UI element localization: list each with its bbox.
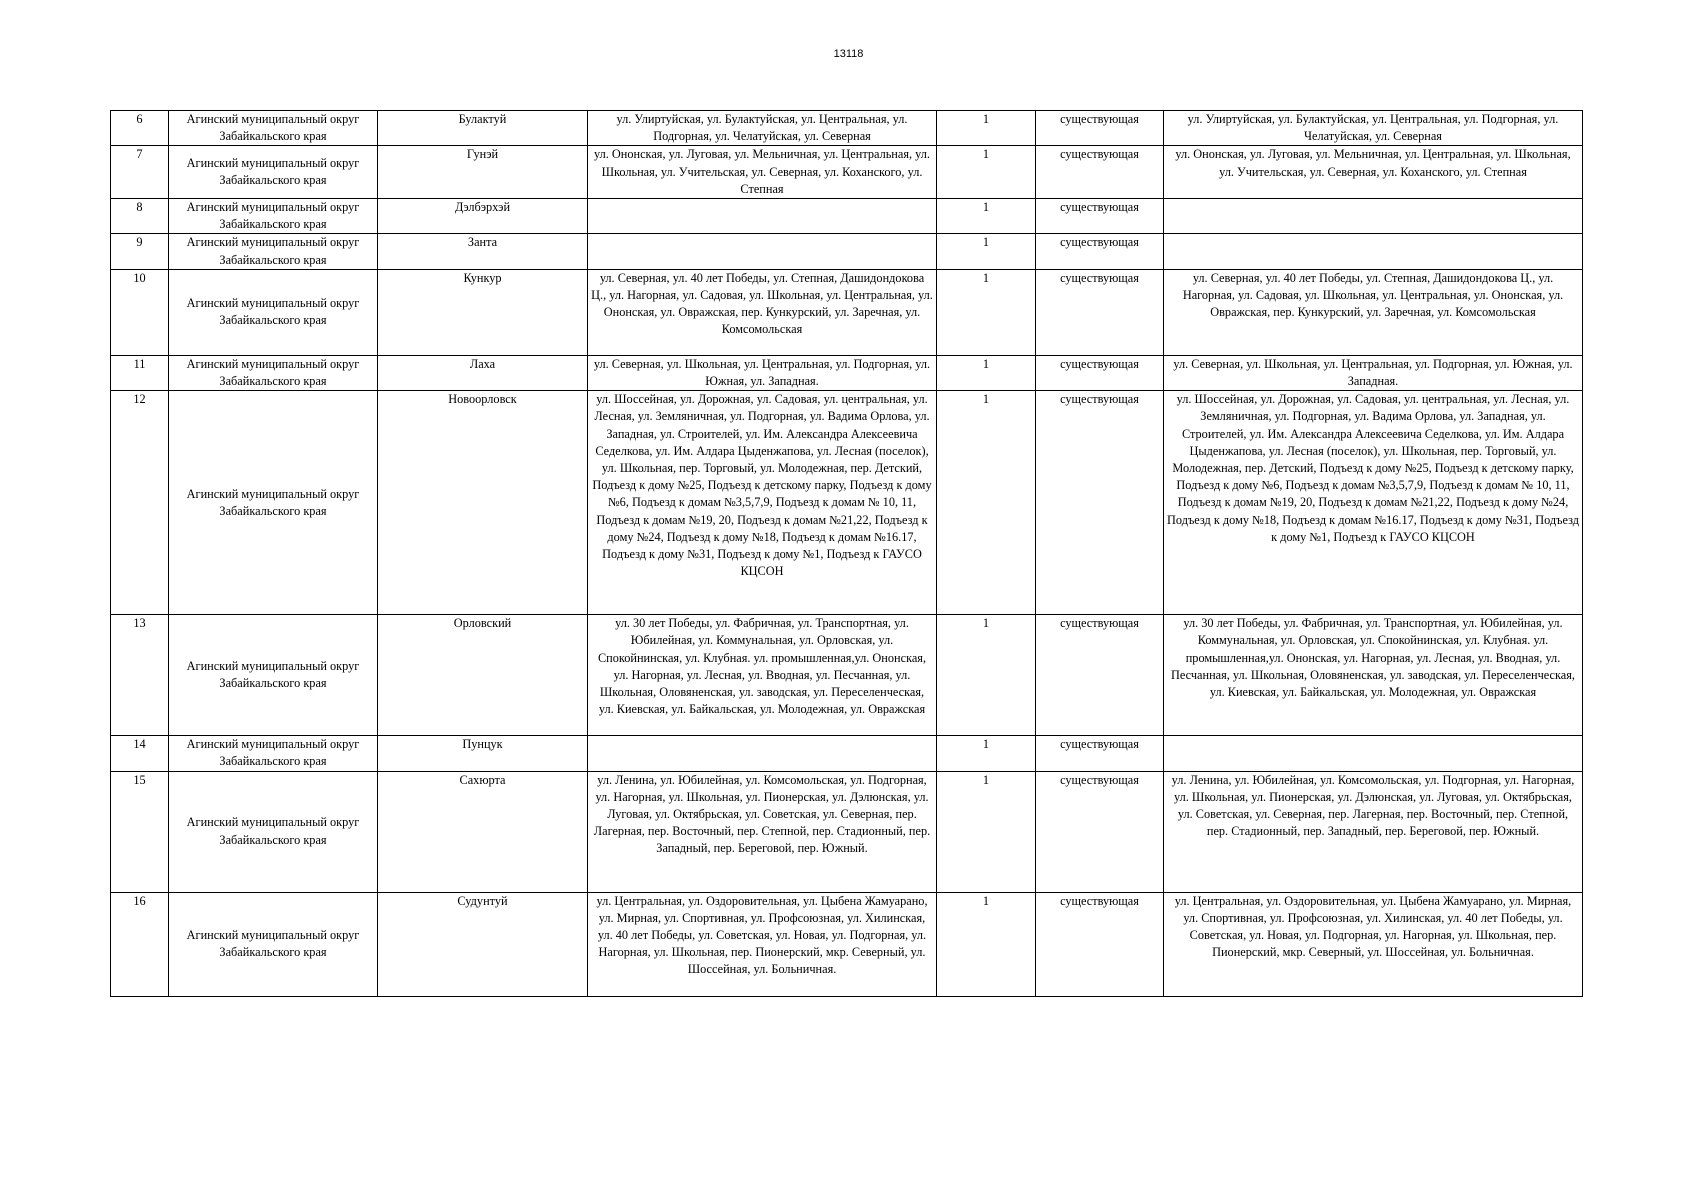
table-row [111, 269, 1583, 355]
table-row [111, 736, 1583, 771]
streets-cell [588, 234, 937, 269]
district-cell: Агинский муниципальный округ Забайкальского края [169, 146, 378, 199]
table-row [111, 892, 1583, 996]
district-cell: Агинский муниципальный округ Забайкальского края [169, 771, 378, 892]
count-cell: 1 [937, 234, 1036, 269]
row-number: 11 [111, 355, 169, 390]
streets-cell: ул. Северная, ул. Школьная, ул. Центральная, ул. Подгорная, ул. Южная, ул. Западная. [588, 355, 937, 390]
district-cell: Агинский муниципальный округ Забайкальского края [169, 269, 378, 355]
status-cell: существующая [1036, 269, 1164, 355]
row-number: 16 [111, 892, 169, 996]
count-cell: 1 [937, 615, 1036, 736]
row-number: 7 [111, 146, 169, 199]
streets-covered-cell: ул. Шоссейная, ул. Дорожная, ул. Садовая, ул. центральная, ул. Лесная, ул. Земляничная, ул. Подгорная, ул. Вадима Орлова, ул. Западная, ул. Строителей, ул. Им. Александра Алексеевича Седелкова, ул. Им. Алдара Цыденжапова, ул. Лесная (поселок), ул. Школьная, пер. Торговый, ул. Молодежная, пер. Детский, Подъезд к дому №25, Подъезд к детскому парку, Подъезд к дому №6, Подъезд к домам №3,5,7,9, Подъезд к домам № 10, 11, Подъезд к домам №19, 20, Подъезд к домам №21,22, Подъезд к дому №24, Подъезд к дому №18, Подъезд к домам №16.17, Подъезд к дому №31, Подъезд к дому №1, Подъезд к ГАУСО КЦСОН [1164, 391, 1583, 615]
row-number: 10 [111, 269, 169, 355]
count-cell: 1 [937, 146, 1036, 199]
table-row [111, 234, 1583, 269]
count-cell: 1 [937, 736, 1036, 771]
settlement-cell: Сахюрта [378, 771, 588, 892]
streets-covered-cell: ул. Ононская, ул. Луговая, ул. Мельничная, ул. Центральная, ул. Школьная, ул. Учительская, ул. Северная, ул. Коханского, ул. Степная [1164, 146, 1583, 199]
row-number: 12 [111, 391, 169, 615]
district-cell: Агинский муниципальный округ Забайкальского края [169, 111, 378, 146]
table-row [111, 771, 1583, 892]
district-cell: Агинский муниципальный округ Забайкальского края [169, 234, 378, 269]
table-row [111, 355, 1583, 390]
streets-cell: ул. Ленина, ул. Юбилейная, ул. Комсомольская, ул. Подгорная, ул. Нагорная, ул. Школьная, ул. Пионерская, ул. Дэлюнская, ул. Луговая, ул. Октябрьская, ул. Советская, ул. Северная, пер. Лагерная, пер. Восточный, пер. Степной, пер. Стадионный, пер. Западный, пер. Береговой, пер. Южный. [588, 771, 937, 892]
status-cell: существующая [1036, 234, 1164, 269]
streets-cell [588, 736, 937, 771]
district-cell: Агинский муниципальный округ Забайкальского края [169, 615, 378, 736]
status-cell: существующая [1036, 615, 1164, 736]
count-cell: 1 [937, 269, 1036, 355]
status-cell: существующая [1036, 111, 1164, 146]
streets-covered-cell [1164, 234, 1583, 269]
registry-table [110, 110, 1583, 997]
streets-cell: ул. Центральная, ул. Оздоровительная, ул. Цыбена Жамуарано, ул. Мирная, ул. Спортивная, ул. Профсоюзная, ул. Хилинская, ул. 40 лет Победы, ул. Советская, ул. Новая, ул. Подгорная, ул. Нагорная, ул. Школьная, пер. Пионерский, мкр. Северный, ул. Шоссейная, ул. Больничная. [588, 892, 937, 996]
count-cell: 1 [937, 771, 1036, 892]
row-number: 8 [111, 199, 169, 234]
registry-table-body [111, 111, 1583, 997]
status-cell: существующая [1036, 199, 1164, 234]
status-cell: существующая [1036, 771, 1164, 892]
table-row [111, 199, 1583, 234]
streets-covered-cell: ул. 30 лет Победы, ул. Фабричная, ул. Транспортная, ул. Юбилейная, ул. Коммунальная, ул. Орловская, ул. Спокойнинская, ул. Клубная. ул. промышленная,ул. Ононская, ул. Нагорная, ул. Лесная, ул. Вводная, ул. Песчанная, ул. Школьная, Оловяненская, ул. заводская, ул. Переселенческая, ул. Киевская, ул. Байкальская, ул. Молодежная, ул. Овражская [1164, 615, 1583, 736]
page-number: 13118 [833, 48, 864, 60]
settlement-cell: Новоорловск [378, 391, 588, 615]
count-cell: 1 [937, 391, 1036, 615]
table-row [111, 391, 1583, 615]
count-cell: 1 [937, 892, 1036, 996]
district-cell: Агинский муниципальный округ Забайкальского края [169, 391, 378, 615]
streets-covered-cell [1164, 736, 1583, 771]
settlement-cell: Дэлбэрхэй [378, 199, 588, 234]
row-number: 14 [111, 736, 169, 771]
settlement-cell: Пунцук [378, 736, 588, 771]
streets-cell [588, 199, 937, 234]
settlement-cell: Занта [378, 234, 588, 269]
status-cell: существующая [1036, 391, 1164, 615]
streets-cell: ул. Шоссейная, ул. Дорожная, ул. Садовая, ул. центральная, ул. Лесная, ул. Земляничная, ул. Подгорная, ул. Вадима Орлова, ул. Западная, ул. Строителей, ул. Им. Александра Алексеевича Седелкова, ул. Им. Алдара Цыденжапова, ул. Лесная (поселок), ул. Школьная, пер. Торговый, ул. Молодежная, пер. Детский, Подъезд к дому №25, Подъезд к детскому парку, Подъезд к дому №6, Подъезд к домам №3,5,7,9, Подъезд к домам № 10, 11, Подъезд к домам №19, 20, Подъезд к домам №21,22, Подъезд к дому №24, Подъезд к дому №18, Подъезд к домам №16.17, Подъезд к дому №31, Подъезд к дому №1, Подъезд к ГАУСО КЦСОН [588, 391, 937, 615]
streets-covered-cell: ул. Улиртуйская, ул. Булактуйская, ул. Центральная, ул. Подгорная, ул. Челатуйская, ул. Северная [1164, 111, 1583, 146]
streets-covered-cell: ул. Центральная, ул. Оздоровительная, ул. Цыбена Жамуарано, ул. Мирная, ул. Спортивная, ул. Профсоюзная, ул. Хилинская, ул. 40 лет Победы, ул. Советская, ул. Новая, ул. Подгорная, ул. Нагорная, ул. Школьная, пер. Пионерский, мкр. Северный, ул. Шоссейная, ул. Больничная. [1164, 892, 1583, 996]
row-number: 6 [111, 111, 169, 146]
settlement-cell: Гунэй [378, 146, 588, 199]
settlement-cell: Лаха [378, 355, 588, 390]
count-cell: 1 [937, 111, 1036, 146]
status-cell: существующая [1036, 355, 1164, 390]
settlement-cell: Булактуй [378, 111, 588, 146]
status-cell: существующая [1036, 146, 1164, 199]
settlement-cell: Орловский [378, 615, 588, 736]
streets-cell: ул. Северная, ул. 40 лет Победы, ул. Степная, Дашидондокова Ц., ул. Нагорная, ул. Садовая, ул. Школьная, ул. Центральная, ул. Ононская, ул. Овражская, пер. Кункурский, ул. Заречная, ул. Комсомольская [588, 269, 937, 355]
table-row [111, 615, 1583, 736]
streets-cell: ул. Ононская, ул. Луговая, ул. Мельничная, ул. Центральная, ул. Школьная, ул. Учительская, ул. Северная, ул. Коханского, ул. Степная [588, 146, 937, 199]
settlement-cell: Кункур [378, 269, 588, 355]
count-cell: 1 [937, 199, 1036, 234]
table-row [111, 146, 1583, 199]
district-cell: Агинский муниципальный округ Забайкальского края [169, 892, 378, 996]
settlement-cell: Судунтуй [378, 892, 588, 996]
district-cell: Агинский муниципальный округ Забайкальского края [169, 355, 378, 390]
streets-covered-cell [1164, 199, 1583, 234]
table-row [111, 111, 1583, 146]
streets-covered-cell: ул. Северная, ул. Школьная, ул. Центральная, ул. Подгорная, ул. Южная, ул. Западная. [1164, 355, 1583, 390]
status-cell: существующая [1036, 736, 1164, 771]
streets-covered-cell: ул. Северная, ул. 40 лет Победы, ул. Степная, Дашидондокова Ц., ул. Нагорная, ул. Садовая, ул. Школьная, ул. Центральная, ул. Ононская, ул. Овражская, пер. Кункурский, ул. Заречная, ул. Комсомольская [1164, 269, 1583, 355]
streets-cell: ул. 30 лет Победы, ул. Фабричная, ул. Транспортная, ул. Юбилейная, ул. Коммунальная, ул. Орловская, ул. Спокойнинская, ул. Клубная. ул. промышленная,ул. Ононская, ул. Нагорная, ул. Лесная, ул. Вводная, ул. Песчанная, ул. Школьная, Оловяненская, ул. заводская, ул. Переселенческая, ул. Киевская, ул. Байкальская, ул. Молодежная, ул. Овражская [588, 615, 937, 736]
district-cell: Агинский муниципальный округ Забайкальского края [169, 736, 378, 771]
row-number: 13 [111, 615, 169, 736]
count-cell: 1 [937, 355, 1036, 390]
streets-cell: ул. Улиртуйская, ул. Булактуйская, ул. Центральная, ул. Подгорная, ул. Челатуйская, ул. Северная [588, 111, 937, 146]
status-cell: существующая [1036, 892, 1164, 996]
district-cell: Агинский муниципальный округ Забайкальского края [169, 199, 378, 234]
row-number: 15 [111, 771, 169, 892]
row-number: 9 [111, 234, 169, 269]
streets-covered-cell: ул. Ленина, ул. Юбилейная, ул. Комсомольская, ул. Подгорная, ул. Нагорная, ул. Школьная, ул. Пионерская, ул. Дэлюнская, ул. Луговая, ул. Октябрьская, ул. Советская, ул. Северная, пер. Лагерная, пер. Восточный, пер. Степной, пер. Стадионный, пер. Западный, пер. Береговой, пер. Южный. [1164, 771, 1583, 892]
